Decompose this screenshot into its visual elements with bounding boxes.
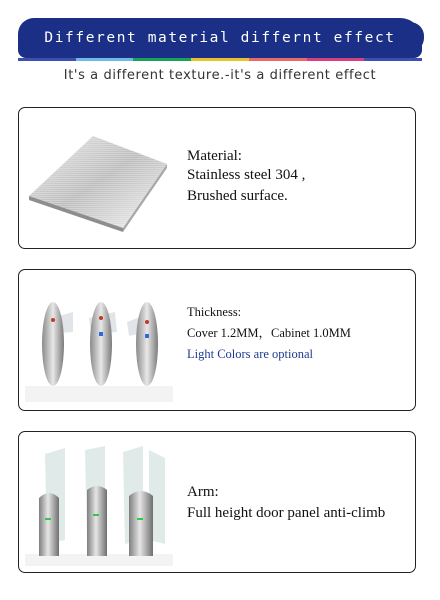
arm-heading: Arm: <box>187 484 219 500</box>
full-height-turnstile-image <box>25 444 173 566</box>
header-banner <box>18 18 422 58</box>
wing-turnstile-image <box>25 282 173 402</box>
banner-title: Different material differnt effect <box>44 30 396 46</box>
subtitle: It's a different texture.-it's a different effect <box>63 68 377 83</box>
material-text <box>187 148 305 207</box>
strip-segment <box>76 58 134 61</box>
material-line-2: Brushed surface. <box>187 188 288 204</box>
thickness-card <box>18 269 416 411</box>
strip-segment <box>191 58 249 61</box>
strip-segment <box>249 58 307 61</box>
material-line-1: Stainless steel 304 , <box>187 167 306 183</box>
material-card <box>18 107 416 249</box>
arm-card <box>18 431 416 573</box>
thickness-text <box>187 302 351 365</box>
thickness-heading: Thickness: <box>187 305 242 319</box>
strip-segment <box>364 58 422 61</box>
strip-segment <box>133 58 191 61</box>
arm-line-1: Full height door panel anti-climb <box>187 505 386 521</box>
arm-text <box>187 482 385 524</box>
color-strip <box>18 58 422 61</box>
brushed-steel-plate-image <box>25 118 173 233</box>
material-heading: Material: <box>187 148 242 164</box>
light-colors-note: Light Colors are optional <box>187 347 314 361</box>
strip-segment <box>18 58 76 61</box>
thickness-line-1: Cover 1.2MM，Cabinet 1.0MM <box>187 326 351 340</box>
strip-segment <box>307 58 365 61</box>
